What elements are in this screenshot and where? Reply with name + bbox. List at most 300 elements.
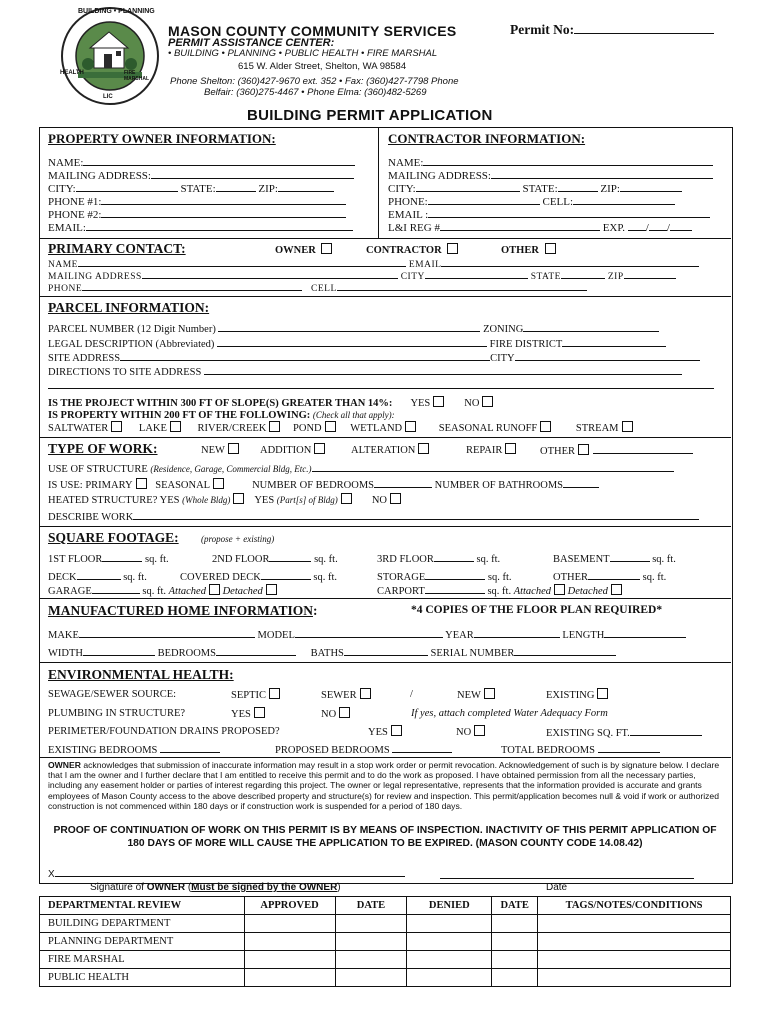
directions-field[interactable] bbox=[204, 364, 682, 375]
label: IS USE: bbox=[48, 480, 83, 491]
label: PARCEL NUMBER (12 Digit Number) bbox=[48, 324, 216, 335]
heated-part-checkbox[interactable] bbox=[341, 493, 352, 504]
primary-other-option[interactable] bbox=[501, 243, 556, 257]
page-title: BUILDING PERMIT APPLICATION bbox=[247, 107, 493, 124]
label: NEW bbox=[201, 445, 225, 456]
label: SEASONAL RUNOFF bbox=[438, 423, 538, 434]
date-cell[interactable] bbox=[492, 933, 538, 951]
contractor-checkbox[interactable] bbox=[447, 243, 458, 254]
label: OWNER bbox=[146, 882, 186, 893]
label: RIVER/CREEK bbox=[197, 423, 267, 434]
label: Detached bbox=[222, 586, 263, 597]
primary-state-field[interactable] bbox=[561, 268, 605, 279]
lake-checkbox[interactable] bbox=[170, 421, 181, 432]
label: WIDTH bbox=[48, 648, 83, 659]
primary-email-field[interactable] bbox=[441, 256, 699, 267]
slash: / bbox=[410, 689, 413, 700]
heated-whole-checkbox[interactable] bbox=[233, 493, 244, 504]
contractor-li-field[interactable] bbox=[440, 220, 600, 231]
label: STATE bbox=[530, 272, 561, 282]
plumbing-no-checkbox[interactable] bbox=[339, 707, 350, 718]
label: Signature of bbox=[90, 882, 147, 893]
seal-text-right: FIRE MARSHAL bbox=[124, 70, 149, 82]
label: COVERED DECK bbox=[180, 572, 261, 583]
contractor-li-row: L&I REG # EXP. / / bbox=[388, 220, 692, 235]
site-row bbox=[48, 350, 700, 365]
header-cell: DENIED bbox=[407, 897, 492, 915]
work-other-option[interactable] bbox=[540, 443, 693, 458]
label: NUMBER OF BEDROOMS bbox=[252, 480, 375, 491]
runoff-checkbox[interactable] bbox=[540, 421, 551, 432]
heated-no-checkbox[interactable] bbox=[390, 493, 401, 504]
label: YES bbox=[231, 709, 251, 720]
contractor-zip-field[interactable] bbox=[620, 181, 682, 192]
date-label: Date bbox=[546, 882, 568, 893]
use-row bbox=[48, 461, 674, 476]
sewer-existing-option[interactable] bbox=[546, 688, 608, 702]
label: SERIAL NUMBER bbox=[430, 648, 515, 659]
signature-label bbox=[90, 882, 341, 893]
label: PRIMARY bbox=[85, 480, 133, 491]
owner-email-field[interactable] bbox=[86, 220, 353, 231]
label: POND bbox=[293, 423, 322, 434]
serial-field[interactable] bbox=[514, 645, 616, 656]
site-city-field[interactable] bbox=[515, 350, 700, 361]
label: MAILING ADDRESS: bbox=[48, 170, 151, 182]
label: (Whole Bldg) bbox=[182, 495, 231, 505]
make-row bbox=[48, 627, 686, 642]
label: MAILING ADDRESS bbox=[48, 272, 142, 282]
sewer-new-checkbox[interactable] bbox=[484, 688, 495, 699]
label: ) bbox=[337, 882, 341, 893]
divider bbox=[39, 437, 731, 438]
label: PHONE #1: bbox=[48, 196, 102, 208]
owner-word: OWNER bbox=[48, 760, 81, 770]
owner-phone1-field[interactable] bbox=[101, 194, 346, 205]
year-field[interactable] bbox=[474, 627, 560, 638]
label: Must be signed by the OWNER bbox=[191, 882, 338, 893]
owner-contractor-divider bbox=[378, 127, 379, 238]
label: NAME: bbox=[388, 157, 424, 169]
sewage-label: SEWAGE/SEWER SOURCE: bbox=[48, 689, 177, 700]
plumbing-no-option[interactable] bbox=[321, 707, 350, 721]
label: CITY bbox=[400, 272, 425, 282]
site-address-field[interactable] bbox=[120, 350, 490, 361]
seal-text-left: HEALTH bbox=[60, 70, 84, 76]
model-field[interactable] bbox=[295, 627, 443, 638]
label: BASEMENT bbox=[553, 554, 610, 565]
signature-field[interactable] bbox=[48, 868, 405, 880]
label: EMAIL bbox=[408, 260, 442, 270]
owner-acknowledgement bbox=[48, 760, 722, 811]
contractor-phone-field[interactable] bbox=[428, 194, 540, 205]
date-cell[interactable] bbox=[335, 951, 407, 969]
primary-owner-option[interactable] bbox=[275, 243, 332, 257]
work-alteration-option[interactable] bbox=[351, 443, 429, 457]
other-sqft-field[interactable] bbox=[588, 569, 640, 580]
denied-cell[interactable] bbox=[407, 915, 492, 933]
org-name: MASON COUNTY COMMUNITY SERVICES bbox=[168, 23, 457, 39]
label: 2ND FLOOR bbox=[212, 554, 270, 565]
label: ADDITION bbox=[260, 445, 312, 456]
label: PHONE: bbox=[388, 196, 428, 208]
proof-of-work-notice: PROOF OF CONTINUATION OF WORK ON THIS PERMIT IS BY MEANS OF INSPECTION. INACTIVITY OF THIS PERMIT APPLICATION OF 180 DAYS OF MORE WILL CAUSE THE APPLICATION TO BE EXPIRED. (MASON COUNTY CODE 14.08.42) bbox=[53, 825, 717, 849]
covered-deck bbox=[180, 569, 337, 584]
work-addition-option[interactable] bbox=[260, 443, 325, 457]
label: MAKE bbox=[48, 630, 79, 641]
date-cell[interactable] bbox=[492, 969, 538, 987]
header-cell: APPROVED bbox=[244, 897, 335, 915]
pond-checkbox[interactable] bbox=[325, 421, 336, 432]
notes-cell[interactable] bbox=[538, 933, 731, 951]
existing-sqft-field[interactable] bbox=[630, 725, 702, 736]
new-checkbox[interactable] bbox=[228, 443, 239, 454]
make-field[interactable] bbox=[79, 627, 255, 638]
sewer-option[interactable] bbox=[321, 688, 371, 702]
label: ( bbox=[185, 882, 192, 893]
divider bbox=[39, 296, 731, 297]
label: IS PROPERTY WITHIN 200 FT OF THE FOLLOWING: bbox=[48, 410, 311, 421]
plumbing-yes-checkbox[interactable] bbox=[254, 707, 265, 718]
primary-zip-field[interactable] bbox=[624, 268, 676, 279]
repair-checkbox[interactable] bbox=[505, 443, 516, 454]
garage-detached-checkbox[interactable] bbox=[266, 584, 277, 595]
approved-cell[interactable] bbox=[244, 933, 335, 951]
plumbing-label: PLUMBING IN STRUCTURE? bbox=[48, 708, 186, 719]
septic-option[interactable] bbox=[231, 688, 280, 702]
divider bbox=[39, 526, 731, 527]
label: CITY: bbox=[388, 183, 416, 195]
septic-checkbox[interactable] bbox=[269, 688, 280, 699]
label: EXP. bbox=[602, 222, 626, 234]
alteration-checkbox[interactable] bbox=[418, 443, 429, 454]
heated-row bbox=[48, 493, 401, 507]
carport-field[interactable] bbox=[425, 583, 485, 594]
existing-bedrooms bbox=[48, 742, 220, 757]
sewer-new-option[interactable] bbox=[457, 688, 495, 702]
parcel-number-field[interactable] bbox=[218, 321, 480, 332]
address-line: 615 W. Alder Street, Shelton, WA 98584 bbox=[238, 61, 407, 72]
label: CARPORT bbox=[377, 586, 425, 597]
legal-field[interactable] bbox=[217, 336, 487, 347]
label: Attached bbox=[168, 586, 206, 597]
department-cell: BUILDING DEPARTMENT bbox=[40, 915, 245, 933]
seasonal-use-checkbox[interactable] bbox=[213, 478, 224, 489]
county-seal bbox=[60, 6, 160, 106]
label: (Residence, Garage, Commercial Bldg, Etc.) bbox=[150, 464, 312, 474]
approved-cell[interactable] bbox=[244, 915, 335, 933]
label: ZIP: bbox=[600, 183, 620, 195]
other-checkbox[interactable] bbox=[545, 243, 556, 254]
saltwater-checkbox[interactable] bbox=[111, 421, 122, 432]
primary-city-field[interactable] bbox=[425, 268, 528, 279]
divider bbox=[39, 662, 731, 663]
bedrooms-field[interactable] bbox=[374, 477, 432, 488]
parcel-number-row bbox=[48, 321, 659, 336]
contractor-cell-field[interactable] bbox=[573, 194, 675, 205]
drains-label: PERIMETER/FOUNDATION DRAINS PROPOSED? bbox=[48, 726, 280, 737]
garage-attached-checkbox[interactable] bbox=[209, 584, 220, 595]
label: OTHER bbox=[540, 446, 575, 457]
label: OTHER bbox=[501, 245, 539, 256]
describe-row bbox=[48, 509, 699, 524]
label: USE OF STRUCTURE bbox=[48, 464, 148, 475]
owner-heading: PROPERTY OWNER INFORMATION: bbox=[48, 131, 276, 146]
label: sq. ft. bbox=[487, 586, 512, 597]
owner-zip-field[interactable] bbox=[278, 181, 334, 192]
owner-checkbox[interactable] bbox=[321, 243, 332, 254]
label: sq. ft. bbox=[487, 572, 512, 583]
department-cell: FIRE MARSHAL bbox=[40, 951, 245, 969]
table-header-row bbox=[40, 897, 731, 915]
zoning-field[interactable] bbox=[523, 321, 659, 332]
label: HEATED STRUCTURE? bbox=[48, 495, 158, 506]
table-row bbox=[40, 915, 731, 933]
stream-checkbox[interactable] bbox=[622, 421, 633, 432]
label: ZONING bbox=[483, 324, 524, 335]
label: YES bbox=[368, 727, 388, 738]
header-cell: DATE bbox=[492, 897, 538, 915]
label: LAKE bbox=[138, 423, 167, 434]
label: MAILING ADDRESS: bbox=[388, 170, 491, 182]
mh-bedrooms-field[interactable] bbox=[216, 645, 296, 656]
covered-deck-field[interactable] bbox=[261, 569, 311, 580]
denied-cell[interactable] bbox=[407, 933, 492, 951]
storage-field[interactable] bbox=[425, 569, 485, 580]
label: EXISTING bbox=[546, 690, 595, 701]
width-field[interactable] bbox=[83, 645, 155, 656]
describe-field[interactable] bbox=[133, 509, 699, 520]
owner-phone2-field[interactable] bbox=[101, 207, 346, 218]
label: sq. ft. bbox=[476, 554, 501, 565]
contractor-state-field[interactable] bbox=[558, 181, 598, 192]
label: 3RD FLOOR bbox=[377, 554, 434, 565]
label: CITY: bbox=[48, 183, 76, 195]
notes-cell[interactable] bbox=[538, 969, 731, 987]
water-features-row bbox=[48, 421, 633, 435]
label: CELL bbox=[311, 284, 337, 294]
date-cell[interactable] bbox=[335, 969, 407, 987]
plumbing-yes-option[interactable] bbox=[231, 707, 265, 721]
third-floor bbox=[377, 551, 500, 566]
existing-bedrooms-field[interactable] bbox=[160, 742, 220, 753]
floor-plan-note: *4 COPIES OF THE FLOOR PLAN REQUIRED* bbox=[411, 604, 663, 616]
label: GARAGE bbox=[48, 586, 92, 597]
primary-phone-field[interactable] bbox=[82, 280, 302, 291]
label: sq. ft. bbox=[314, 554, 338, 565]
label: sq. ft. bbox=[313, 572, 338, 583]
other-work-field[interactable] bbox=[593, 443, 693, 454]
owner-city-field[interactable] bbox=[76, 181, 178, 192]
assistance-center: PERMIT ASSISTANCE CENTER: bbox=[168, 37, 335, 49]
addition-checkbox[interactable] bbox=[314, 443, 325, 454]
contractor-mailing-field[interactable] bbox=[491, 168, 713, 179]
third-floor-field[interactable] bbox=[434, 551, 474, 562]
header-cell: DATE bbox=[335, 897, 407, 915]
carport bbox=[377, 583, 622, 598]
label: STREAM bbox=[575, 423, 619, 434]
existing-sqft bbox=[546, 725, 702, 740]
label: PHONE bbox=[48, 284, 83, 294]
label: ZIP bbox=[607, 272, 624, 282]
slope-yes-checkbox[interactable] bbox=[433, 396, 444, 407]
drains-no-option[interactable] bbox=[456, 725, 485, 739]
sqft-heading: SQUARE FOOTAGE: bbox=[48, 530, 179, 545]
garage-field[interactable] bbox=[92, 583, 140, 594]
label: DECK bbox=[48, 572, 77, 583]
exp-month-field[interactable] bbox=[628, 220, 646, 231]
directions-line-2[interactable] bbox=[48, 388, 714, 389]
seal-text-bottom: LIC bbox=[103, 94, 113, 100]
exp-year-field[interactable] bbox=[670, 220, 692, 231]
notes-cell[interactable] bbox=[538, 951, 731, 969]
label: DIRECTIONS TO SITE ADDRESS bbox=[48, 367, 202, 378]
date-line[interactable] bbox=[440, 878, 694, 879]
label: EXISTING BEDROOMS bbox=[48, 745, 158, 756]
drains-no-checkbox[interactable] bbox=[474, 725, 485, 736]
label: CITY bbox=[490, 353, 515, 364]
label: sq. ft. bbox=[142, 586, 166, 597]
contractor-city-field[interactable] bbox=[416, 181, 520, 192]
primary-contractor-option[interactable] bbox=[366, 243, 458, 257]
first-floor-field[interactable] bbox=[102, 551, 142, 562]
label: sq. ft. bbox=[652, 554, 676, 565]
contractor-name-field[interactable] bbox=[423, 155, 713, 166]
permit-no-field[interactable] bbox=[574, 23, 714, 34]
seal-text-top: BUILDING • PLANNING bbox=[78, 8, 155, 15]
length-field[interactable] bbox=[604, 627, 686, 638]
date-cell[interactable] bbox=[492, 951, 538, 969]
label: SALTWATER bbox=[48, 423, 109, 434]
label: WETLAND bbox=[350, 423, 403, 434]
primary-cell-field[interactable] bbox=[337, 280, 587, 291]
label: LENGTH bbox=[562, 630, 605, 641]
sewer-existing-checkbox[interactable] bbox=[597, 688, 608, 699]
parcel-heading: PARCEL INFORMATION: bbox=[48, 300, 210, 315]
basement-field[interactable] bbox=[610, 551, 650, 562]
label: NEW bbox=[457, 690, 481, 701]
label: NAME bbox=[48, 260, 78, 270]
slope-no-checkbox[interactable] bbox=[482, 396, 493, 407]
departmental-review-table bbox=[39, 896, 731, 987]
storage bbox=[377, 569, 511, 584]
denied-cell[interactable] bbox=[407, 969, 492, 987]
carport-detached-checkbox[interactable] bbox=[611, 584, 622, 595]
deck-field[interactable] bbox=[77, 569, 121, 580]
label: sq. ft. bbox=[123, 572, 147, 583]
primary-heading: PRIMARY CONTACT: bbox=[48, 241, 186, 256]
label: SEWER bbox=[321, 690, 357, 701]
width-row bbox=[48, 645, 616, 660]
label: YES bbox=[254, 495, 275, 506]
env-heading: ENVIRONMENTAL HEALTH: bbox=[48, 667, 234, 682]
owner-email-row bbox=[48, 220, 353, 235]
label: DESCRIBE WORK bbox=[48, 512, 134, 523]
label: STATE: bbox=[180, 183, 216, 195]
primary-use-checkbox[interactable] bbox=[136, 478, 147, 489]
signature-line[interactable] bbox=[55, 868, 405, 877]
approved-cell[interactable] bbox=[244, 969, 335, 987]
notes-cell[interactable] bbox=[538, 915, 731, 933]
second-floor-field[interactable] bbox=[269, 551, 311, 562]
drains-yes-checkbox[interactable] bbox=[391, 725, 402, 736]
basement bbox=[553, 551, 676, 566]
primary-name-field[interactable] bbox=[78, 256, 406, 267]
wetland-checkbox[interactable] bbox=[405, 421, 416, 432]
label: sq. ft. bbox=[145, 554, 169, 565]
table-row bbox=[40, 969, 731, 987]
label: BATHS bbox=[310, 648, 344, 659]
manufactured-heading bbox=[48, 603, 317, 619]
contractor-email-field[interactable] bbox=[428, 207, 710, 218]
table-row bbox=[40, 951, 731, 969]
denied-cell[interactable] bbox=[407, 951, 492, 969]
sewer-checkbox[interactable] bbox=[360, 688, 371, 699]
label: Detached bbox=[567, 586, 608, 597]
label: (Check all that apply): bbox=[312, 410, 395, 420]
label: L&I REG # bbox=[388, 222, 440, 234]
header-cell: DEPARTMENTAL REVIEW bbox=[40, 897, 245, 915]
work-heading: TYPE OF WORK: bbox=[48, 441, 158, 456]
date-cell[interactable] bbox=[492, 915, 538, 933]
header-cell: TAGS/NOTES/CONDITIONS bbox=[538, 897, 731, 915]
bathrooms-field[interactable] bbox=[563, 477, 599, 488]
second-floor bbox=[212, 551, 338, 566]
label: LEGAL DESCRIPTION (Abbreviated) bbox=[48, 339, 215, 350]
other-work-checkbox[interactable] bbox=[578, 444, 589, 455]
fire-district-field[interactable] bbox=[562, 336, 666, 347]
approved-cell[interactable] bbox=[244, 951, 335, 969]
owner-name-field[interactable] bbox=[83, 155, 355, 166]
label: CELL: bbox=[542, 196, 574, 208]
work-repair-option[interactable] bbox=[466, 443, 516, 457]
water-adequacy-note: If yes, attach completed Water Adequacy Form bbox=[411, 708, 608, 719]
label: YEAR bbox=[445, 630, 474, 641]
label: EMAIL: bbox=[48, 222, 86, 234]
proposed-bedrooms bbox=[275, 742, 452, 757]
label: MODEL bbox=[257, 630, 295, 641]
primary-mailing-field[interactable] bbox=[142, 268, 398, 279]
label: ZIP: bbox=[258, 183, 278, 195]
proposed-bedrooms-field[interactable] bbox=[392, 742, 452, 753]
label: ALTERATION bbox=[351, 445, 416, 456]
label: MANUFACTURED HOME INFORMATION bbox=[48, 603, 313, 618]
label: : bbox=[312, 603, 318, 618]
work-new-option[interactable] bbox=[201, 443, 239, 457]
other-sqft bbox=[553, 569, 666, 584]
label: YES bbox=[410, 398, 431, 409]
date-cell[interactable] bbox=[335, 915, 407, 933]
label: NAME: bbox=[48, 157, 84, 169]
department-cell: PUBLIC HEALTH bbox=[40, 969, 245, 987]
table-row bbox=[40, 933, 731, 951]
use-field[interactable] bbox=[312, 461, 674, 472]
signature-x: X bbox=[48, 869, 55, 880]
carport-attached-checkbox[interactable] bbox=[554, 584, 565, 595]
baths-field[interactable] bbox=[344, 645, 428, 656]
label: OWNER bbox=[275, 245, 316, 256]
river-checkbox[interactable] bbox=[269, 421, 280, 432]
owner-mailing-field[interactable] bbox=[151, 168, 354, 179]
permit-no bbox=[510, 22, 714, 38]
label: SITE ADDRESS bbox=[48, 353, 121, 364]
owner-state-field[interactable] bbox=[216, 181, 256, 192]
drains-yes-option[interactable] bbox=[368, 725, 402, 739]
label: PHONE #2: bbox=[48, 209, 102, 221]
date-cell[interactable] bbox=[335, 933, 407, 951]
total-bedrooms-field[interactable] bbox=[598, 742, 660, 753]
exp-day-field[interactable] bbox=[649, 220, 667, 231]
